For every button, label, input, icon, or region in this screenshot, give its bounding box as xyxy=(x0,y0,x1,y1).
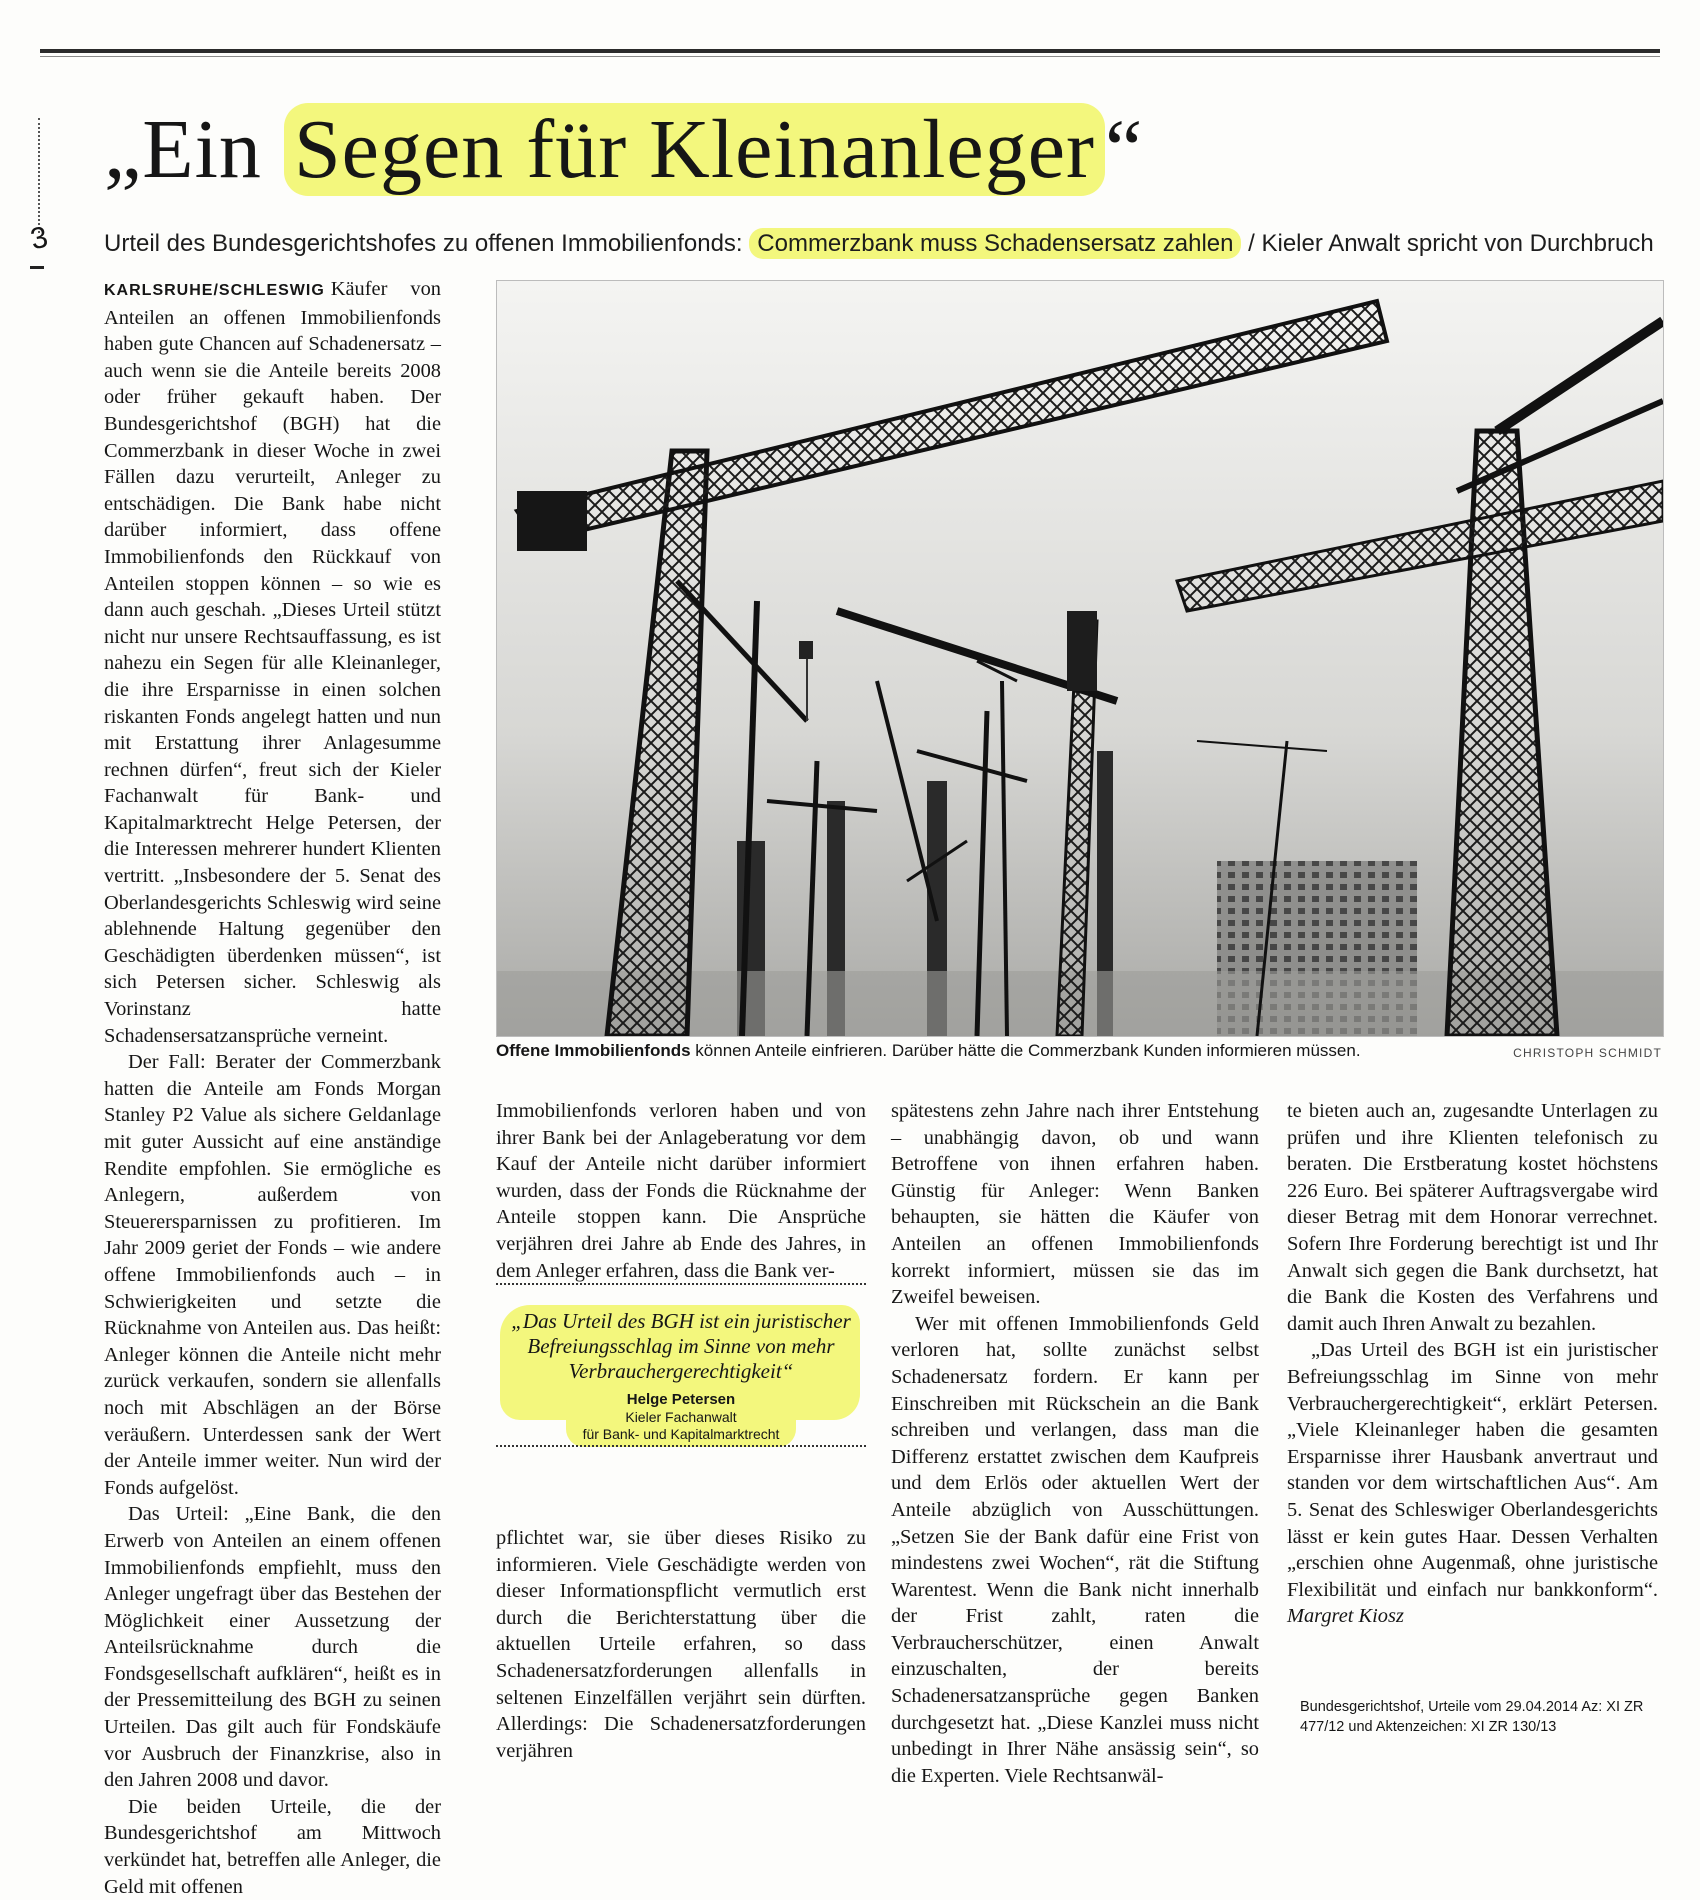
paragraph-text: Käufer von Anteilen an offenen Immobilienfonds haben gute Chancen auf Schadenersatz – auch wenn sie die Anteile bereits 2008 oder früher gekauft haben. Der Bundesgerichtshof (BGH) hat die Commerzbank in dieser Woche in zwei Fällen dazu verurteilt, Anleger zu entschädigen. Die Bank habe nicht darüber informiert, dass offene Immobilienfonds den Rückkauf von Anteilen stoppen können – so wie es dann auch geschah. „Dieses Urteil stützt nicht nur unsere Rechtsauffassung, es ist nahezu ein Segen für alle Kleinanleger, die ihre Ersparnisse in einen solchen riskanten Fonds angelegt hatten und nun mit Erstattung ihrer Anlagesumme rechnen dürfen“, freut sich der Kieler Fachanwalt für Bank- und Kapitalmarktrecht Helge Petersen, der die Interessen mehrerer hundert Klienten vertritt. „Insbesondere der 5. Senat des Oberlandesgerichts Schleswig wird seine ablehnende Haltung gegenüber den Geschädigten überdenken müssen“, ist sich Petersen sicher. Schleswig als Vorinstanz hatte Schadensersatzansprüche verneint. xyxy=(104,278,441,1047)
column-4 xyxy=(1287,1098,1658,1630)
headline-open: „Ein xyxy=(104,103,284,196)
column-2-top xyxy=(496,1098,866,1284)
author-byline: Margret Kiosz xyxy=(1287,1605,1404,1628)
role-line-1: Kieler Fachanwalt xyxy=(625,1409,737,1425)
paragraph: spätestens zehn Jahre nach ihrer Entstehung – unabhängig davon, ob und wann Betroffene von ihnen erfahren haben. Günstig für Anleger: Wenn Banken behaupten, sie hätten die Käufer von Anteilen an offenen Immobilienfonds korrekt informiert, müssen sie das im Zweifel beweisen. xyxy=(891,1100,1259,1309)
paragraph xyxy=(104,276,441,1049)
top-rule-thin xyxy=(40,56,1660,57)
column-2-bottom xyxy=(496,1525,866,1764)
dateline: KARLSRUHE/SCHLESWIG xyxy=(104,282,325,299)
caption-text: können Anteile einfrieren. Darüber hätte die Commerzbank Kunden informieren müssen. xyxy=(690,1041,1361,1060)
column-3 xyxy=(891,1098,1259,1789)
margin-dotted-line xyxy=(38,118,41,233)
headline-close: “ xyxy=(1104,103,1144,196)
photo-construction-cranes xyxy=(496,280,1664,1037)
top-rule xyxy=(40,49,1660,53)
paragraph: Die beiden Urteile, die der Bundesgerichtshof am Mittwoch verkündet hat, betreffen alle Anleger, die Geld mit offenen xyxy=(104,1795,441,1898)
pull-quote-role xyxy=(496,1409,866,1443)
paragraph: Immobilienfonds verloren haben und von ihrer Bank bei der Anlageberatung vor dem Kauf der Anteile nicht darüber informiert wurden, dass der Fonds die Rücknahme der Anteile stoppen kann. Die Ansprüche verjähren drei Jahre ab Ende des Jahres, in dem Anleger erfahren, dass die Bank ver- xyxy=(496,1100,866,1282)
headline xyxy=(104,100,1624,200)
paragraph: Der Fall: Berater der Commerzbank hatten die Anteile am Fonds Morgan Stanley P2 Value als sichere Geldanlage mit guter Aussicht auf eine anständige Rendite empfohlen. Sie ermögliche es Anlegern, außerdem von Steuerersparnissen zu profitieren. Im Jahr 2009 geriet der Fonds – wie andere offene Immobilienfonds auch – in Schwierigkeiten und setzte die Rücknahme von Anteilen aus. Das heißt: Anleger können die Anteile nicht mehr zurück verkaufen, sondern sie allenfalls noch mit Abschlägen an der Börse veräußern. Unterdessen sank der Wert der Anteile immer weiter. Nun wird der Fonds aufgelöst. xyxy=(104,1051,441,1499)
paragraph-text: „Das Urteil des BGH ist ein juristischer Befreiungsschlag im Sinne von mehr Verbrauchergerechtigkeit“, erklärt Petersen. „Viele Kleinanleger haben die gesamten Ersparnisse ihrer Hausbank anvertraut und standen vor dem wirtschaftlichen Aus“. Am 5. Senat des Schleswiger Oberlandesgerichts lässt er kein gutes Haar. Dessen Verhalten „erschien ohne Augenmaß, ohne juristische Flexibilität und einfach nur bankkonform“. xyxy=(1287,1339,1658,1601)
paragraph: pflichtet war, sie über dieses Risiko zu informieren. Viele Geschädigte werden von dieser Informationspflicht vermutlich erst durch die Berichterstattung über die aktuellen Urteile erfahren, so dass Schadenersatzforderungen allenfalls in seltenen Einzelfällen verjährt sein dürften. Allerdings: Die Schadenersatzforderungen verjähren xyxy=(496,1527,866,1762)
subline-highlight: Commerzbank muss Schadensersatz zahlen xyxy=(749,228,1241,259)
pull-quote-name: Helge Petersen xyxy=(626,1391,736,1408)
subline-part2: / Kieler Anwalt spricht von Durchbruch xyxy=(1241,230,1654,257)
subline-part1: Urteil des Bundesgerichtshofes zu offenen Immobilienfonds: xyxy=(104,230,750,257)
margin-dash xyxy=(30,266,44,269)
paragraph: te bieten auch an, zugesandte Unterlagen zu prüfen und ihre Klienten telefonisch zu beraten. Die Erstberatung kostet höchstens 226 Euro. Bei späterer Auftragsvergabe wird dieser Betrag mit dem Honorar verrechnet. Sofern Ihre Forderung berechtigt ist und Ihr Anwalt sich gegen die Bank durchsetzt, hat die Bank die Kosten des Verfahrens und damit auch Ihren Anwalt zu bezahlen. xyxy=(1287,1100,1658,1335)
handwritten-margin-mark: 3 xyxy=(27,220,51,257)
role-line-2: für Bank- und Kapitalmarktrecht xyxy=(582,1426,780,1442)
column-1 xyxy=(104,276,441,1900)
subheadline xyxy=(104,227,1684,261)
dotted-rule-top xyxy=(496,1283,866,1285)
paragraph: Das Urteil: „Eine Bank, die den Erwerb von Anteilen an einem offenen Immobilienfonds empfiehlt, muss den Anleger ungefragt über das Bestehen der Möglichkeit einer Aussetzung der Anteilsrücknahme durch die Fondsgesellschaft aufklären“, heißt es in der Pressemitteilung des BGH zu seinen Urteilen. Das gilt auch für Fondskäufe vor Ausbruch der Finanzkrise, also in den Jahren 2008 und davor. xyxy=(104,1503,441,1792)
caption-bold: Offene Immobilienfonds xyxy=(496,1041,691,1060)
pull-quote-text: „Das Urteil des BGH ist ein juristischer Befreiungsschlag im Sinne von mehr Verbrauchergerechtigkeit“ xyxy=(511,1309,851,1383)
headline-highlight: Segen für Kleinanleger xyxy=(284,103,1105,196)
photo-caption xyxy=(496,1037,1662,1065)
photo-credit: CHRISTOPH SCHMIDT xyxy=(1513,1046,1662,1060)
pull-quote xyxy=(496,1283,866,1448)
dotted-rule-bottom xyxy=(496,1445,866,1447)
paragraph: Wer mit offenen Immobilienfonds Geld verloren hat, sollte zunächst selbst Schadenersatz fordern. Er kann per Einschreiben mit Rückschein an die Bank schreiben und verlangen, dass man die Differenz erstattet zwischen dem Kaufpreis und dem Erlös oder aktuellen Wert der Anteile abzüglich von Ausschüttungen. „Setzen Sie der Bank dafür eine Frist von mindestens zwei Wochen“, rät die Stiftung Warentest. Wenn die Bank nicht innerhalb der Frist zahlt, raten die Verbraucherschützer, einen Anwalt einzuschalten, der bereits Schadenersatzansprüche gegen Banken durchgesetzt hat. „Diese Kanzlei muss nicht unbedingt in Ihrer Nähe ansässig sein“, so die Experten. Viele Rechtsanwäl- xyxy=(891,1312,1259,1787)
source-note: Bundesgerichtshof, Urteile vom 29.04.2014 Az: XI ZR 477/12 und Aktenzeichen: XI ZR 130/13 xyxy=(1300,1699,1644,1735)
paragraph xyxy=(1287,1337,1658,1630)
